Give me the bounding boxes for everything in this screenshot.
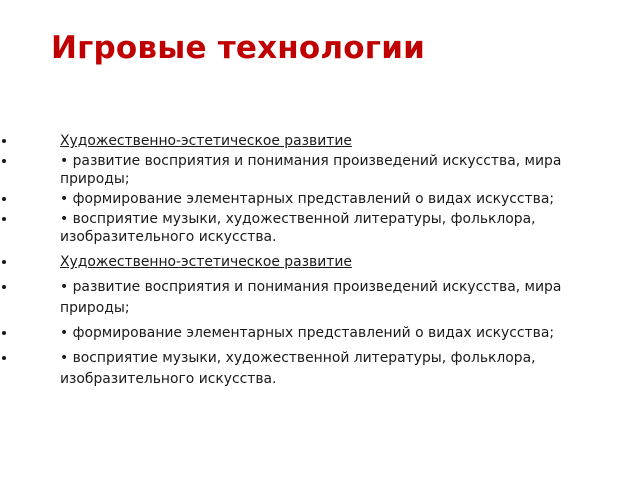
bullet-marker — [2, 331, 6, 335]
list-item — [0, 348, 625, 390]
list-item-text: • восприятие музыки, художественной литературы, фольклора, изобразительного искусства. — [60, 211, 536, 245]
list-item — [0, 152, 625, 188]
bullet-marker — [2, 217, 6, 221]
section-heading-text: Художественно-эстетическое развитие — [60, 133, 352, 149]
bullet-marker — [2, 285, 6, 289]
list-item — [0, 210, 625, 246]
section-heading — [0, 132, 625, 150]
bullet-marker — [2, 139, 6, 143]
bullet-marker — [2, 356, 6, 360]
slide-title: Игровые технологии — [51, 30, 426, 66]
list-item-text: • развитие восприятия и понимания произведений искусства, мира природы; — [60, 279, 562, 316]
slide-bullet-list — [0, 132, 625, 394]
bullet-marker — [2, 197, 6, 201]
bullet-marker — [2, 159, 6, 163]
list-item-text: • формирование элементарных представлений о видах искусства; — [60, 191, 555, 207]
section-heading-text: Художественно-эстетическое развитие — [60, 254, 352, 270]
list-item-text: • формирование элементарных представлений о видах искусства; — [60, 325, 555, 341]
list-item — [0, 323, 625, 344]
list-item — [0, 277, 625, 319]
list-item-text: • развитие восприятия и понимания произведений искусства, мира природы; — [60, 153, 562, 187]
list-item — [0, 190, 625, 208]
list-item-text: • восприятие музыки, художественной литературы, фольклора, изобразительного искусства. — [60, 350, 536, 387]
section-heading — [0, 252, 625, 273]
bullet-marker — [2, 260, 6, 264]
